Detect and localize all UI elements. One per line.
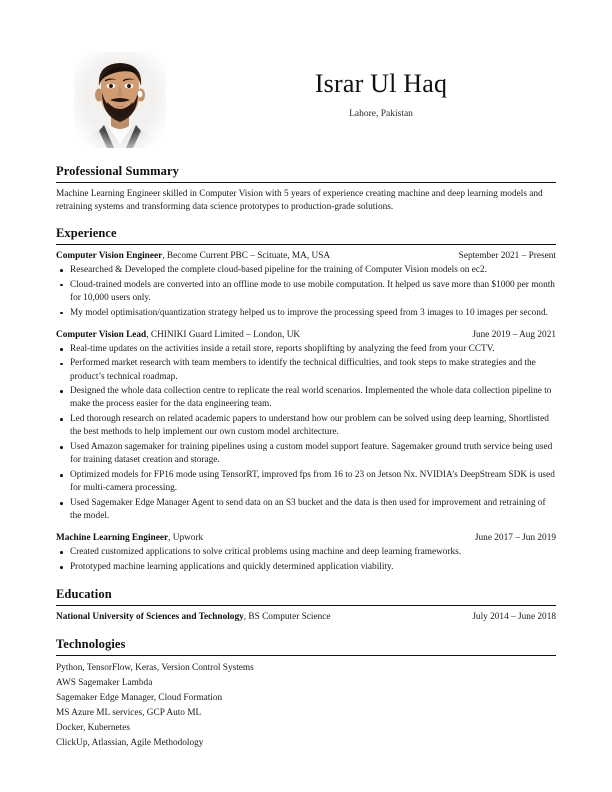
education-dates: July 2014 – June 2018: [472, 612, 556, 623]
list-item: ClickUp, Atlassian, Agile Methodology: [56, 738, 204, 749]
list-item: AWS Sagemaker Lambda: [56, 678, 153, 689]
list-item: Sagemaker Edge Manager, Cloud Formation: [56, 693, 223, 704]
job-organization: , CHINIKI Guard Limited – London, UK: [146, 329, 301, 340]
profile-photo-image: [74, 52, 166, 148]
technologies-list: [56, 661, 556, 751]
education-degree: , BS Computer Science: [243, 612, 331, 623]
job-dates: September 2021 – Present: [458, 250, 556, 261]
section-professional-summary: [56, 164, 556, 215]
identity-block: [206, 70, 556, 119]
job-bullets: [56, 546, 556, 574]
section-rule: [56, 182, 556, 183]
profile-photo: [74, 52, 166, 148]
resume-header: [56, 52, 556, 164]
experience-entry-head: [56, 329, 556, 342]
list-item: Performed market research with team members to identify the technical difficulties, and took steps to make strategies and the product’s technical roadmap.: [56, 357, 556, 383]
experience-entry: [56, 250, 556, 320]
list-item: Docker, Kubernetes: [56, 723, 130, 734]
section-rule: [56, 244, 556, 245]
education-entry: [56, 611, 556, 624]
job-bullets: [56, 264, 556, 320]
job-bullets: [56, 343, 556, 523]
experience-entry-head: [56, 532, 556, 545]
education-institution: National University of Sciences and Technology: [56, 612, 244, 623]
list-item: Researched & Developed the complete cloud-based pipeline for the training of Computer Vision models on ec2.: [56, 264, 556, 277]
job-organization: , Upwork: [168, 533, 204, 544]
job-title: Computer Vision Engineer: [56, 250, 163, 261]
list-item: Prototyped machine learning applications and quickly determined application viability.: [56, 561, 556, 574]
list-item: Optimized models for FP16 mode using TensorRT, improved fps from 16 to 23 on Jetson Nx. NVIDIA’s DeepStream SDK is used for multi-camera processing.: [56, 469, 556, 495]
section-title: Technologies: [56, 637, 126, 652]
job-dates: June 2019 – Aug 2021: [472, 329, 556, 340]
candidate-location: Lahore, Pakistan: [349, 108, 413, 119]
list-item: MS Azure ML services, GCP Auto ML: [56, 708, 202, 719]
section-title: Professional Summary: [56, 164, 179, 178]
list-item: Led thorough research on related academic papers to understand how our problem can be solved using deep learning, Shortlisted the best methods to help implement our own custom model architecture.: [56, 413, 556, 439]
list-item: My model optimisation/quantization strategy helped us to improve the processing speed from 3 images to 10 images per second.: [56, 307, 556, 320]
list-item: Python, TensorFlow, Keras, Version Control Systems: [56, 663, 254, 674]
experience-entry: [56, 329, 556, 523]
section-title: Experience: [56, 225, 117, 240]
list-item: Real-time updates on the activities inside a retail store, reports shoplifting by analyzing the feed from your CCTV.: [56, 343, 556, 356]
experience-entry-head: [56, 250, 556, 263]
section-rule: [56, 605, 556, 606]
section-experience: [56, 226, 556, 574]
list-item: Designed the whole data collection centre to replicate the real world scenarios. Implemented the whole data collection pipeline to make the process easier for the data engineering team.: [56, 385, 556, 411]
list-item: Created customized applications to solve critical problems using machine and deep learning frameworks.: [56, 546, 556, 559]
job-dates: June 2017 – Jun 2019: [474, 533, 556, 544]
job-organization: , Become Current PBC – Scituate, MA, USA: [162, 250, 331, 261]
section-rule: [56, 655, 556, 656]
section-title: Education: [56, 587, 112, 602]
list-item: Cloud-trained models are converted into an offline mode to use mobile computation. It helped us save more than $1000 per month for 10,000 users only.: [56, 279, 556, 305]
summary-text: Machine Learning Engineer skilled in Computer Vision with 5 years of experience creating machine and deep learning models and retraining systems and transforming data science prototypes to production-grade solutions.: [56, 189, 543, 213]
experience-entry: [56, 532, 556, 574]
job-title: Computer Vision Lead: [56, 329, 147, 340]
candidate-name: Israr Ul Haq: [314, 69, 448, 98]
list-item: Used Amazon sagemaker for training pipelines using a custom model support feature. Sagemaker ground truth service being used for training dataset creation and storage.: [56, 441, 556, 467]
job-title: Machine Learning Engineer: [56, 533, 169, 544]
education-entry-head: [56, 611, 556, 624]
section-technologies: [56, 637, 556, 751]
section-education: [56, 587, 556, 624]
list-item: Used Sagemaker Edge Manager Agent to send data on an S3 bucket and the data is then used for improvement and retraining of the model.: [56, 497, 556, 523]
